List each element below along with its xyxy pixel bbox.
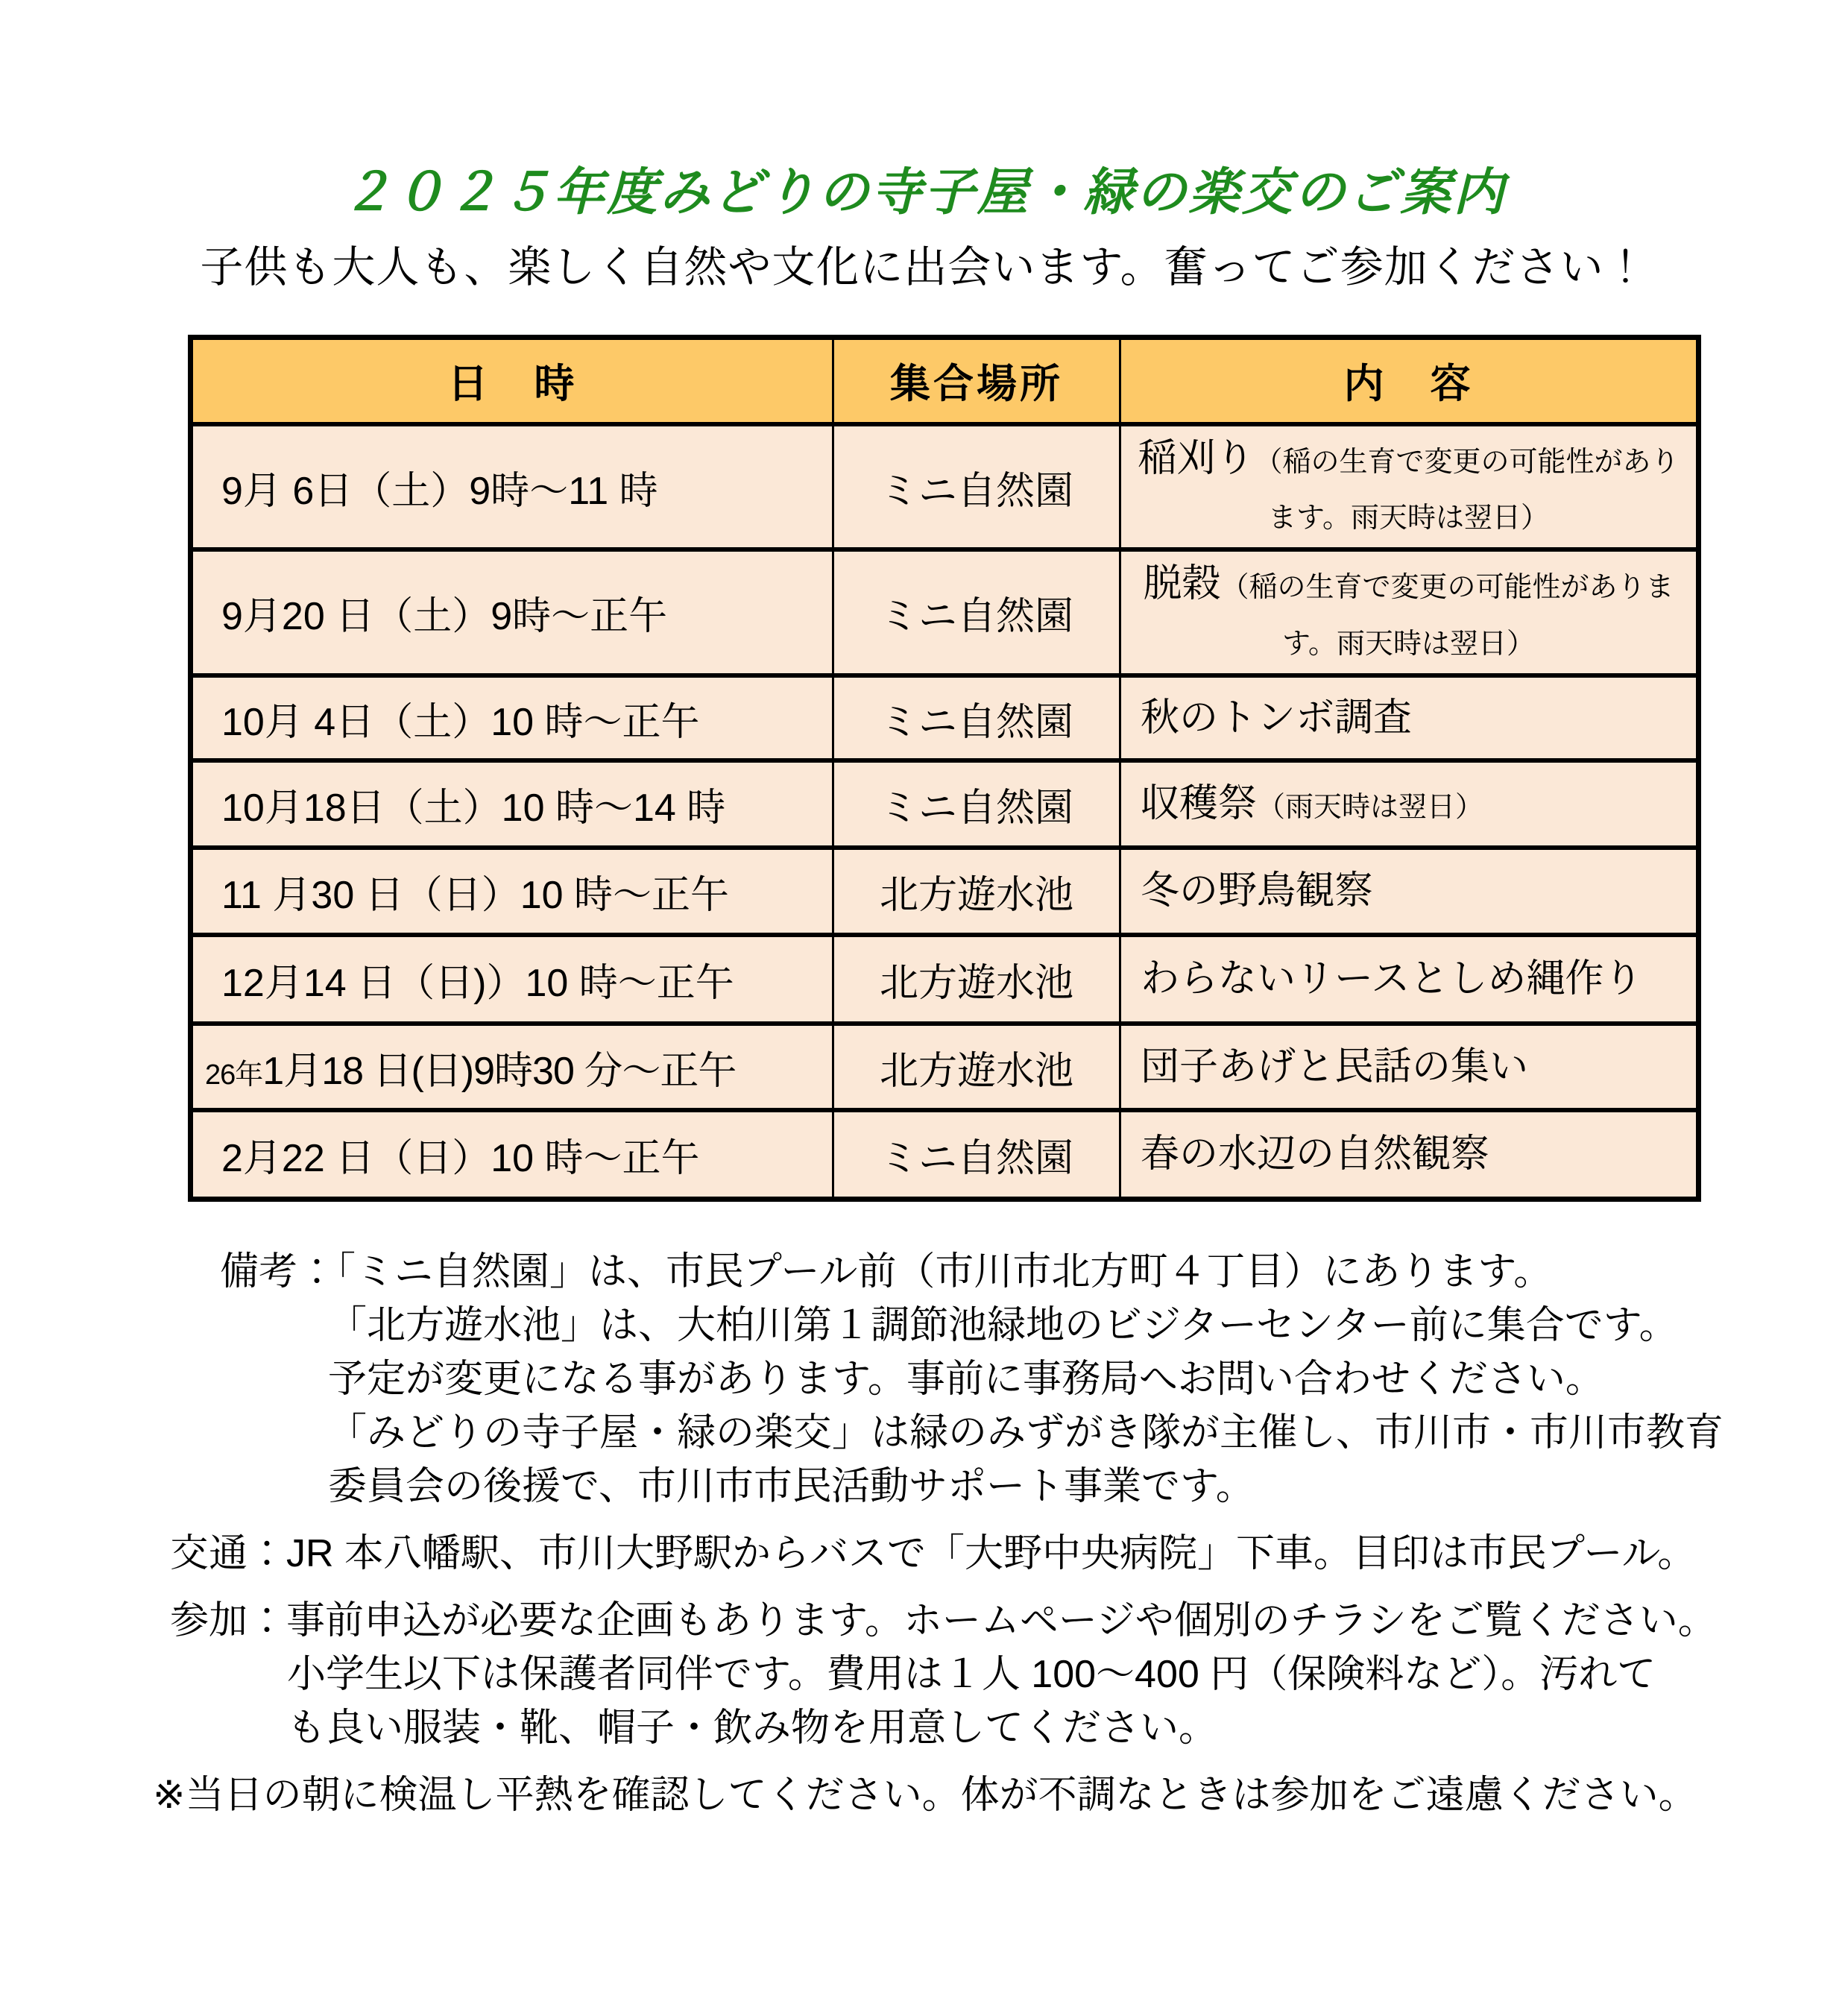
cell-place: ミニ自然園 [833, 675, 1120, 760]
content-note: （雨天時は翌日） [1257, 792, 1484, 824]
content-main: 春の水辺の自然観察 [1141, 1132, 1490, 1176]
date-text: 2月22 日（日）10 時～正午 [221, 1137, 700, 1180]
cell-place: ミニ自然園 [833, 1110, 1120, 1199]
cell-datetime [191, 549, 833, 675]
table-row [191, 935, 1699, 1024]
content-main: 脱穀 [1143, 562, 1221, 606]
cell-place: ミニ自然園 [833, 549, 1120, 675]
cell-content [1120, 760, 1699, 848]
date-year-prefix: 26年 [205, 1059, 263, 1091]
table-row [191, 675, 1699, 760]
schedule-table-header [191, 338, 1699, 424]
header-row [191, 338, 1699, 424]
cell-datetime [191, 848, 833, 935]
note-line: ※当日の朝に検温し平熱を確認してください。体が不調なときは参加をご遠慮ください。 [153, 1773, 1697, 1817]
table-row [191, 549, 1699, 675]
content-main: 秋のトンボ調査 [1141, 696, 1413, 740]
content-main: 収穫祭 [1141, 782, 1258, 826]
cell-content [1120, 935, 1699, 1024]
note-line: 「みどりの寺子屋・緑の楽交」は緑のみずがき隊が主催し、市川市・市川市教育 [328, 1411, 1724, 1455]
table-row [191, 1024, 1699, 1110]
cell-place: ミニ自然園 [833, 760, 1120, 848]
cell-datetime [191, 935, 833, 1024]
cell-datetime [191, 424, 833, 550]
header-place: 集合場所 [833, 338, 1120, 424]
note-line: 参加：事前申込が必要な企画もあります。ホームページや個別のチラシをご覧ください。 [170, 1598, 1717, 1642]
note-line: 交通：JR 本八幡駅、市川大野駅からバスで「大野中央病院」下車。目印は市民プール。 [170, 1531, 1697, 1575]
date-text: 10月18日（土）10 時～14 時 [221, 787, 726, 831]
cell-content [1120, 424, 1699, 550]
note-line: も良い服装・靴、帽子・飲み物を用意してください。 [287, 1706, 1218, 1750]
cell-datetime [191, 760, 833, 848]
date-text: 9月20 日（土）9時～正午 [221, 595, 668, 639]
header-content: 内 容 [1120, 338, 1699, 424]
cell-datetime [191, 1110, 833, 1199]
cell-place: 北方遊水池 [833, 1024, 1120, 1110]
cell-datetime [191, 1024, 833, 1110]
content-main: 団子あげと民話の集い [1141, 1044, 1529, 1088]
content-main: 冬の野鳥観察 [1141, 869, 1374, 913]
cell-content [1120, 675, 1699, 760]
schedule-table-body [191, 424, 1699, 1200]
cell-content [1120, 1024, 1699, 1110]
cell-place: 北方遊水池 [833, 848, 1120, 935]
content-note: （稲の生育で変更の可能性があります。雨天時は翌日） [1220, 572, 1674, 660]
cell-place: ミニ自然園 [833, 424, 1120, 550]
notes-section [0, 1245, 1848, 1822]
cell-datetime [191, 675, 833, 760]
note-line: 「北方遊水池」は、大柏川第１調節池緑地のビジターセンター前に集合です。 [328, 1303, 1678, 1347]
cell-content [1120, 549, 1699, 675]
table-row [191, 1110, 1699, 1199]
content-main: わらないリースとしめ縄作り [1141, 957, 1643, 1001]
cell-content [1120, 1110, 1699, 1199]
cell-place: 北方遊水池 [833, 935, 1120, 1024]
table-row [191, 760, 1699, 848]
note-line: 予定が変更になる事があります。事前に事務局へお問い合わせください。 [328, 1357, 1604, 1401]
date-text: 12月14 日（日)）10 時～正午 [221, 962, 734, 1006]
date-text: 10月 4日（土）10 時～正午 [221, 700, 700, 744]
page-title: ２０２５年度みどりの寺子屋・緑の楽交のご案内 [341, 164, 1507, 221]
date-text: 11 月30 日（日）10 時～正午 [221, 874, 730, 918]
date-text: 1月18 日(日)9時30 分～正午 [262, 1049, 737, 1093]
schedule-table [188, 335, 1701, 1202]
flyer-page [0, 163, 1848, 1822]
note-line: 委員会の後援で、市川市市民活動サポート事業です。 [328, 1464, 1255, 1508]
content-main: 稲刈り [1138, 436, 1255, 480]
note-line: 小学生以下は保護者同伴です。費用は１人 100～400 円（保険料など）。汚れて [287, 1652, 1656, 1696]
note-line: 備考：「ミニ自然園」は、市民プール前（市川市北方町４丁目）にあります。 [220, 1249, 1553, 1293]
content-note: （稲の生育で変更の可能性があります。雨天時は翌日） [1254, 446, 1680, 535]
table-row [191, 848, 1699, 935]
date-text: 9月 6日（土）9時～11 時 [221, 469, 658, 513]
page-subtitle: 子供も大人も、楽しく自然や文化に出会います。奮ってご参加ください！ [200, 242, 1648, 291]
table-row [191, 424, 1699, 550]
header-datetime: 日 時 [191, 338, 833, 424]
cell-content [1120, 848, 1699, 935]
